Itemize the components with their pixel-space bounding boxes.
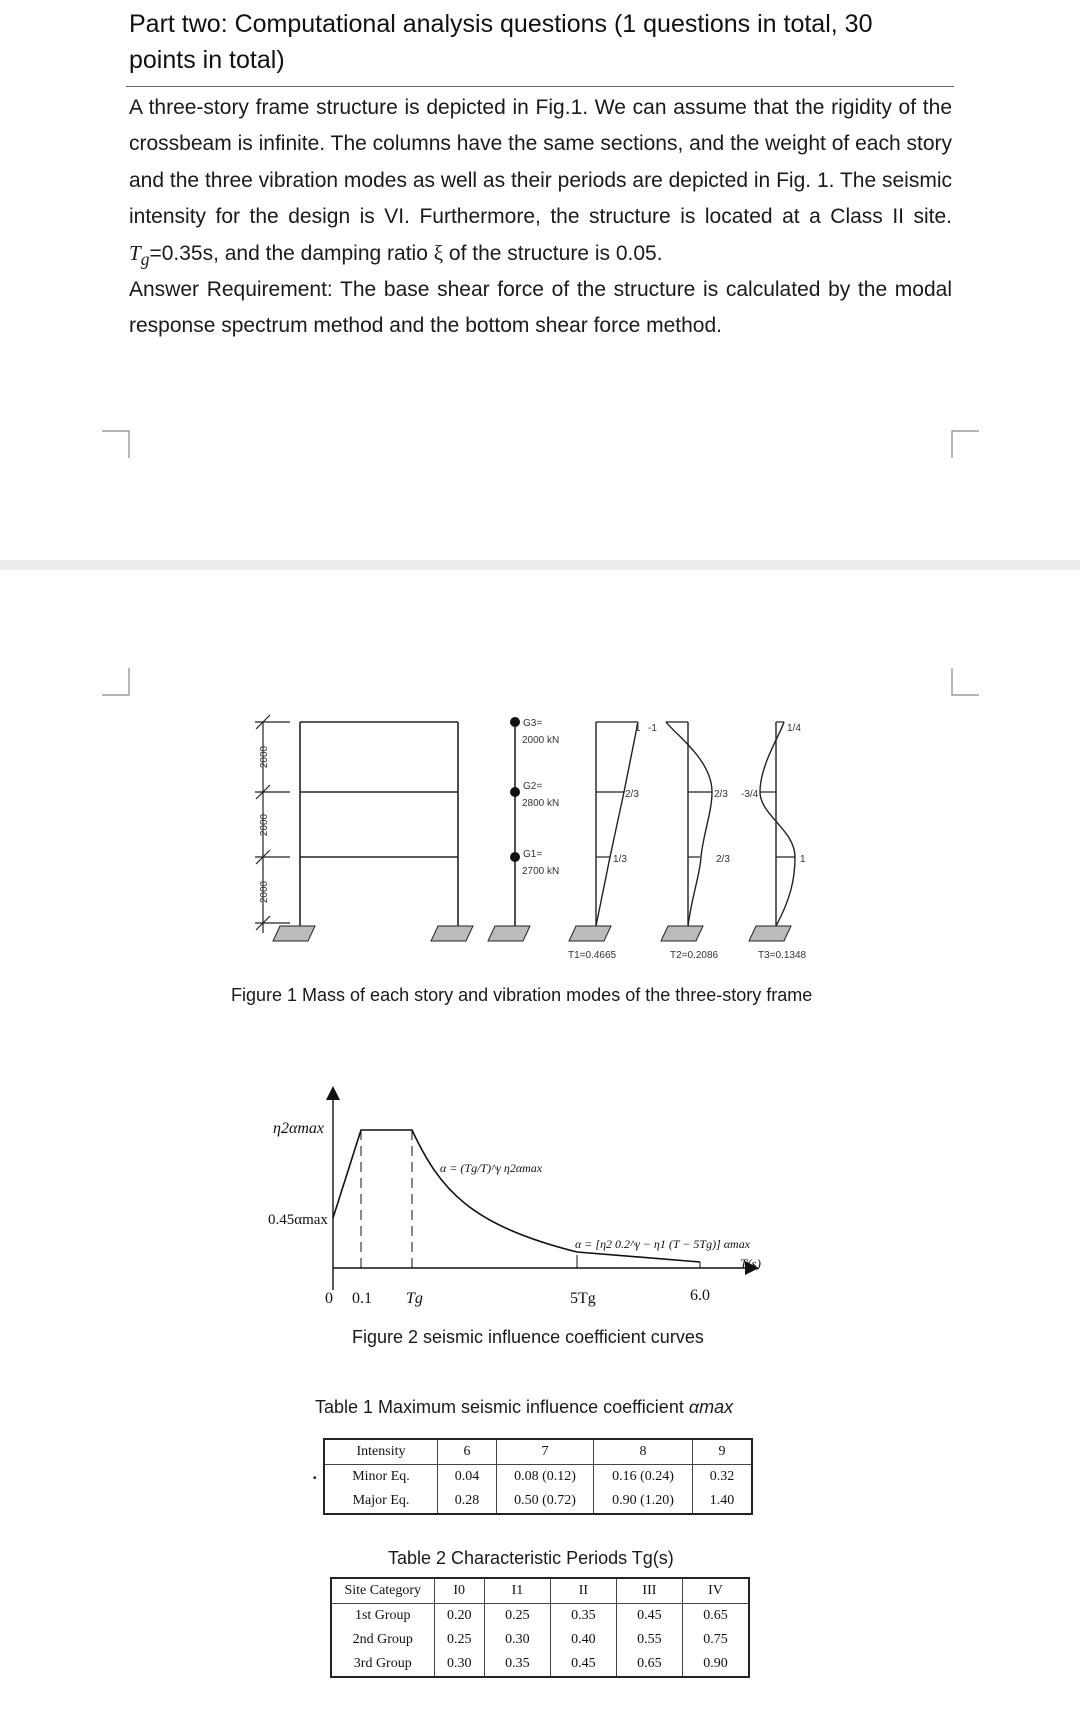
table-cell: Site Category <box>331 1578 434 1604</box>
y-label-mid: 0.45αmax <box>268 1212 328 1228</box>
x-tick-6: 6.0 <box>690 1287 710 1304</box>
mode-shape-1 <box>596 722 638 926</box>
mode3-low-value: 1 <box>800 854 806 865</box>
table-cell: 0.75 <box>682 1628 749 1652</box>
table-row <box>324 1439 752 1465</box>
table-cell: 0.90 (1.20) <box>594 1489 693 1514</box>
table-cell: 0.65 <box>616 1652 682 1677</box>
formula-decay: α = (Tg/T)^γ η2αmax <box>440 1161 543 1175</box>
x-tick-0: 0 <box>325 1290 333 1307</box>
problem-text-c: of the structure is 0.05. <box>443 242 663 266</box>
mode-shape-2 <box>666 722 712 926</box>
title-divider <box>126 86 954 87</box>
table-cell: III <box>616 1578 682 1604</box>
x-axis-name: T(s) <box>740 1256 761 1271</box>
mode1-low-value: 1/3 <box>613 854 627 865</box>
table-cell: 8 <box>594 1439 693 1465</box>
mass-dot-g1 <box>510 852 520 862</box>
table-row <box>331 1652 749 1677</box>
mode1-top-value: 1 <box>635 723 641 734</box>
crop-mark-icon <box>102 668 130 696</box>
table-cell: IV <box>682 1578 749 1604</box>
table-cell: 0.55 <box>616 1628 682 1652</box>
x-tick-5tg: 5Tg <box>570 1290 596 1307</box>
dimension-label-low: 2000 <box>259 880 270 904</box>
mass-dot-g3 <box>510 717 520 727</box>
mode3-mid-value: -3/4 <box>741 789 759 800</box>
mode2-low-value: 2/3 <box>716 854 730 865</box>
three-story-frame <box>300 722 458 926</box>
weight-value-g2: 2800 kN <box>522 798 560 809</box>
problem-text-a: A three-story frame structure is depicted in Fig.1. We can assume that the rigidity of the crossbeam is infinite. The columns have the same sections, and the weight of each story and the three vibration modes as well as their periods are depicted in Fig. 1. The seismic intensity for the design is VI. Furthermore, the structure is located at a Class II site. <box>129 96 952 228</box>
section-title <box>129 6 959 78</box>
table-cell: 0.25 <box>484 1604 550 1629</box>
mode2-period: T2=0.2086 <box>670 950 719 961</box>
table-row <box>324 1465 752 1490</box>
table-cell: 0.65 <box>682 1604 749 1629</box>
table-1-caption-text: Table 1 Maximum seismic influence coefficient <box>315 1397 689 1417</box>
table-2-characteristic-periods <box>330 1577 750 1678</box>
table-row <box>324 1489 752 1514</box>
table-cell: 0.30 <box>484 1628 550 1652</box>
mode2-mid-value: 2/3 <box>714 789 728 800</box>
tg-subscript: g <box>140 249 150 270</box>
table-2-caption: Table 2 Characteristic Periods Tg(s) <box>388 1548 674 1568</box>
alpha-max-symbol: αmax <box>688 1397 734 1417</box>
mode3-top-value: 1/4 <box>787 723 801 734</box>
page-separator <box>0 560 1080 570</box>
table-cell: 0.04 <box>438 1465 497 1490</box>
weight-label-g2: G2= <box>523 781 543 792</box>
figure-2-caption: Figure 2 seismic influence coefficient curves <box>352 1327 704 1347</box>
mode1-mid-value: 2/3 <box>625 789 639 800</box>
mode3-period: T3=0.1348 <box>758 950 807 961</box>
table-cell: 0.30 <box>434 1652 484 1677</box>
crop-mark-icon <box>102 430 130 458</box>
table-cell: 7 <box>497 1439 594 1465</box>
table-cell: 0.16 (0.24) <box>594 1465 693 1490</box>
crop-mark-icon <box>951 668 979 696</box>
table-cell: 1.40 <box>693 1489 753 1514</box>
table-cell: 1st Group <box>354 1608 411 1623</box>
section-title-line-1: Part two: Computational analysis questions (1 questions in total, 30 <box>129 10 873 38</box>
table-cell: I0 <box>434 1578 484 1604</box>
table-row <box>331 1578 749 1604</box>
figure-1-caption: Figure 1 Mass of each story and vibration modes of the three-story frame <box>231 985 813 1005</box>
table-cell: 0.28 <box>438 1489 497 1514</box>
table-row <box>331 1628 749 1652</box>
weight-value-g1: 2700 kN <box>522 866 560 877</box>
problem-text-b: =0.35s, and the damping ratio <box>149 242 434 266</box>
table-cell: 6 <box>438 1439 497 1465</box>
mode-shape-3 <box>760 722 795 926</box>
figure-2-spectrum-curve <box>250 1080 790 1320</box>
table-cell: 9 <box>693 1439 753 1465</box>
table-cell: 0.90 <box>682 1652 749 1677</box>
table-cell: 0.40 <box>550 1628 616 1652</box>
table-cell: 0.35 <box>550 1604 616 1629</box>
xi-symbol: ξ <box>433 241 444 266</box>
dimension-label-mid: 2000 <box>259 813 270 837</box>
table-1-alpha-max <box>323 1438 753 1515</box>
section-title-line-2: points in total) <box>129 46 285 74</box>
mode1-period: T1=0.4665 <box>568 950 617 961</box>
table-cell: 0.45 <box>616 1604 682 1629</box>
table-cell: 0.08 (0.12) <box>497 1465 594 1490</box>
table-1-bullet-icon: • <box>313 1473 317 1484</box>
mode2-top-value: -1 <box>648 723 657 734</box>
table-cell: Intensity <box>324 1439 438 1465</box>
table-row <box>331 1604 749 1629</box>
weight-label-g3: G3= <box>523 718 543 729</box>
mass-dot-g2 <box>510 787 520 797</box>
table-cell: 0.50 (0.72) <box>497 1489 594 1514</box>
dimension-label-top: 2000 <box>259 745 270 769</box>
table-cell: 0.20 <box>434 1604 484 1629</box>
figure-1-frame-diagram <box>240 710 840 970</box>
table-cell: II <box>550 1578 616 1604</box>
y-label-top: η2αmax <box>273 1120 324 1137</box>
formula-linear: α = [η2 0.2^γ − η1 (T − 5Tg)] αmax <box>575 1237 751 1251</box>
tg-symbol: T <box>129 241 141 266</box>
table-cell: 0.45 <box>550 1652 616 1677</box>
table-cell: I1 <box>484 1578 550 1604</box>
table-cell: 2nd Group <box>352 1632 413 1647</box>
weight-value-g3: 2000 kN <box>522 735 560 746</box>
table-cell: 0.32 <box>693 1465 753 1490</box>
table-cell: 3rd Group <box>353 1656 412 1671</box>
table-cell: Minor Eq. <box>352 1469 410 1484</box>
weight-label-g1: G1= <box>523 849 543 860</box>
crop-mark-icon <box>951 430 979 458</box>
problem-statement <box>129 90 952 278</box>
x-tick-tg: Tg <box>406 1290 423 1307</box>
x-tick-0-1: 0.1 <box>352 1290 372 1307</box>
table-cell: Major Eq. <box>352 1493 410 1508</box>
table-1-caption <box>315 1396 733 1418</box>
fixed-support-icons <box>273 926 791 941</box>
table-cell: 0.25 <box>434 1628 484 1652</box>
table-cell: 0.35 <box>484 1652 550 1677</box>
answer-requirement: Answer Requirement: The base shear force of the structure is calculated by the modal response spectrum method and the bottom shear force method. <box>129 278 952 338</box>
